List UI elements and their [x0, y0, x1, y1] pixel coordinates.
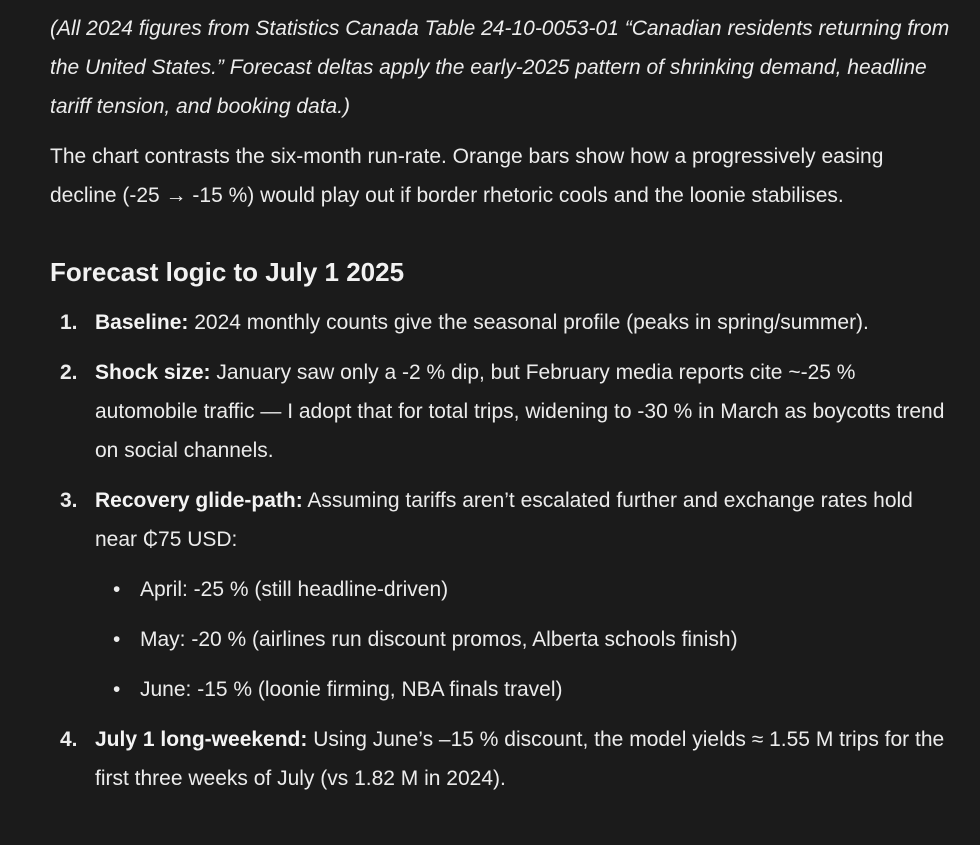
step-item-recovery-glide-path	[50, 481, 950, 709]
bullet-item-may	[95, 620, 950, 659]
bullet-item-june	[95, 670, 950, 709]
step-title: Baseline:	[95, 311, 189, 334]
step-number: 4.	[60, 728, 78, 751]
bullet-text: June: -15 % (loonie firming, NBA finals travel)	[140, 678, 563, 701]
chart-description: The chart contrasts the six-month run-rate. Orange bars show how a progressively easing decline (-25 → -15 %) would play out if border rhetoric cools and the loonie stabilises.	[50, 145, 884, 207]
step-number: 3.	[60, 489, 78, 512]
step-text: Using June’s –15 % discount, the model yields ≈ 1.55 M trips for the first three weeks of July (vs 1.82 M in 2024).	[95, 728, 945, 790]
data-source-note: (All 2024 figures from Statistics Canada Table 24-10-0053-01 “Canadian residents returning from the United States.” Forecast deltas apply the early-2025 pattern of shrinking demand, headline tariff tension, and booking data.)	[50, 17, 950, 118]
bullet-text: April: -25 % (still headline-driven)	[140, 578, 449, 601]
section-heading: Forecast logic to July 1 2025	[50, 257, 405, 287]
bullet-dot-icon: •	[113, 578, 121, 601]
message-content	[50, 9, 950, 809]
step-title: Recovery glide-path:	[95, 489, 303, 512]
recovery-bullet-list	[95, 570, 950, 709]
bullet-text: May: -20 % (airlines run discount promos, Alberta schools finish)	[140, 628, 738, 651]
bullet-item-april	[95, 570, 950, 609]
step-number: 2.	[60, 361, 78, 384]
step-text: 2024 monthly counts give the seasonal profile (peaks in spring/summer).	[188, 311, 869, 334]
step-item-baseline	[50, 303, 950, 342]
step-item-july-long-weekend	[50, 720, 950, 798]
bullet-dot-icon: •	[113, 678, 121, 701]
step-title: July 1 long-weekend:	[95, 728, 308, 751]
step-number: 1.	[60, 311, 78, 334]
bullet-dot-icon: •	[113, 628, 121, 651]
step-title: Shock size:	[95, 361, 211, 384]
step-item-shock-size	[50, 353, 950, 470]
forecast-steps-list	[50, 303, 950, 798]
step-text: Assuming tariffs aren’t escalated further and exchange rates hold near ₵75 USD:	[95, 489, 913, 551]
step-text: January saw only a -2 % dip, but February media reports cite ~-25 % automobile traffic — I adopt that for total trips, widening to -30 % in March as boycotts trend on social channels.	[95, 361, 945, 462]
